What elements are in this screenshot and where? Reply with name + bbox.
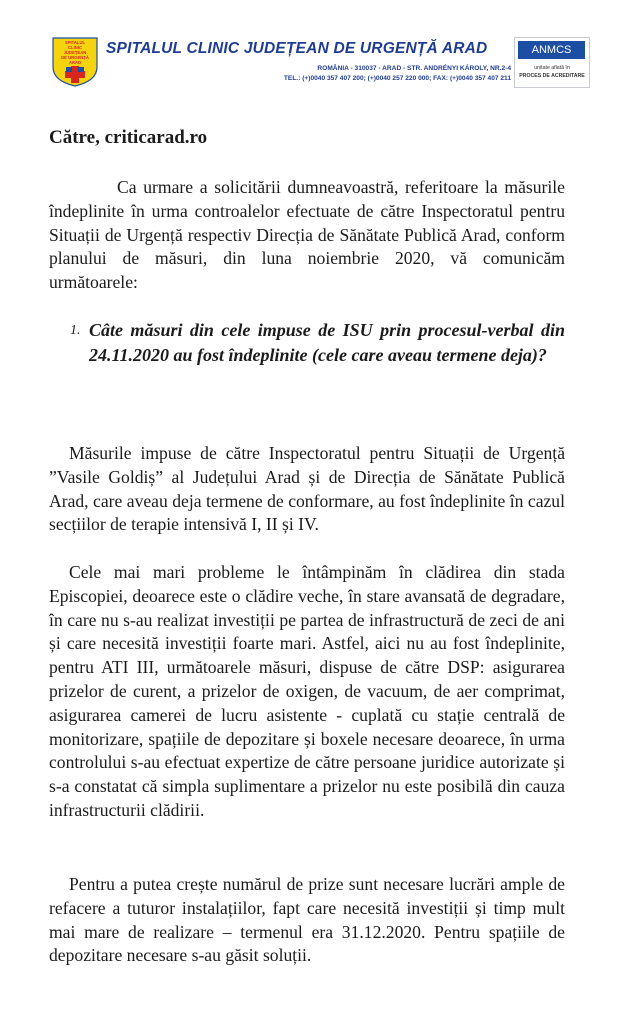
logo-text-line: CLINIC <box>68 45 82 50</box>
anmcs-badge: ANMCS <box>518 41 585 59</box>
accreditation-text: unitate aflată în <box>534 65 570 71</box>
hospital-address: ROMÂNIA - 310037 - ARAD - STR. ANDRÉNYI KÁROLY, NR.2-4 <box>317 65 511 72</box>
question-text: Câte măsuri din cele impuse de ISU prin procesul-verbal din 24.11.2020 au fost îndeplinite (cele care aveau termene deja)? <box>89 320 565 365</box>
letterhead <box>0 0 639 100</box>
answer-paragraph: Măsurile impuse de către Inspectoratul pentru Situații de Urgență ”Vasile Goldiș” al Județului Arad și de Direcția de Sănătate Publică Arad, care aveau deja termene de conformare, au fost îndeplinite în cazul secțiilor de terapie intensivă I, II și IV. <box>49 443 565 535</box>
logo-text-line: DE URGENȚĂ <box>61 55 89 60</box>
answer-paragraph: Cele mai mari probleme le întâmpinăm în clădirea din stada Episcopiei, deoarece este o clădire veche, în stare avansată de degradare, în care nu s-au realizat investiții pe partea de infrastructură de zeci de ani și care necesită investiții foarte mari. Astfel, aici nu au fost îndeplinite, pentru ATI III, următoarele măsuri, dispuse de către DSP: asigurarea prizelor de curent, a prizelor de oxigen, de vacuum, de aer comprimat, asigurarea camerei de lucru asistente - cuplată cu stație centrală de monitorizare, spațiile de depozitare și boxele necesare deoarece, în urma controlului s-au efectuat expertize de către persoane juridice autorizate și s-a constatat că simpla suplimentare a prizelor nu este posibilă din cauza infrastructurii clădirii. <box>49 562 565 820</box>
letter-addressee: Către, criticarad.ro <box>49 127 208 148</box>
hospital-contact: TEL.: (+)0040 357 407 200; (+)0040 257 220 000; FAX: (+)0040 357 407 211 <box>283 75 511 82</box>
logo-text-line: SPITALUL <box>64 40 86 45</box>
accreditation-logo <box>514 37 590 88</box>
hospital-name: SPITALUL CLINIC JUDEȚEAN DE URGENȚĂ ARAD <box>106 40 488 57</box>
intro-paragraph: Ca urmare a solicitării dumneavoastră, referitoare la măsurile îndeplinite în urma controalelor efectuate de către Inspectoratul pentru Situații de Urgență respectiv Direcția de Sănătate Publică Arad, conform planului de măsuri, din luna noiembrie 2020, vă comunicăm următoarele: <box>49 177 565 293</box>
logo-text-line: ARAD <box>68 60 82 65</box>
hospital-logo-icon <box>52 37 98 87</box>
question-number: 1. <box>70 323 81 338</box>
answer-paragraph: Pentru a putea crește numărul de prize sunt necesare lucrări ample de refacere a tuturor instalațiilor, fapt care necesită investiții și timp mult mai mare de realizare – termenul era 31.12.2020. Pentru spațiile de depozitare necesare s-au găsit soluții. <box>49 874 565 966</box>
logo-text-line: JUDEȚEAN <box>63 50 87 55</box>
accreditation-status: PROCES DE ACREDITARE <box>519 73 585 79</box>
